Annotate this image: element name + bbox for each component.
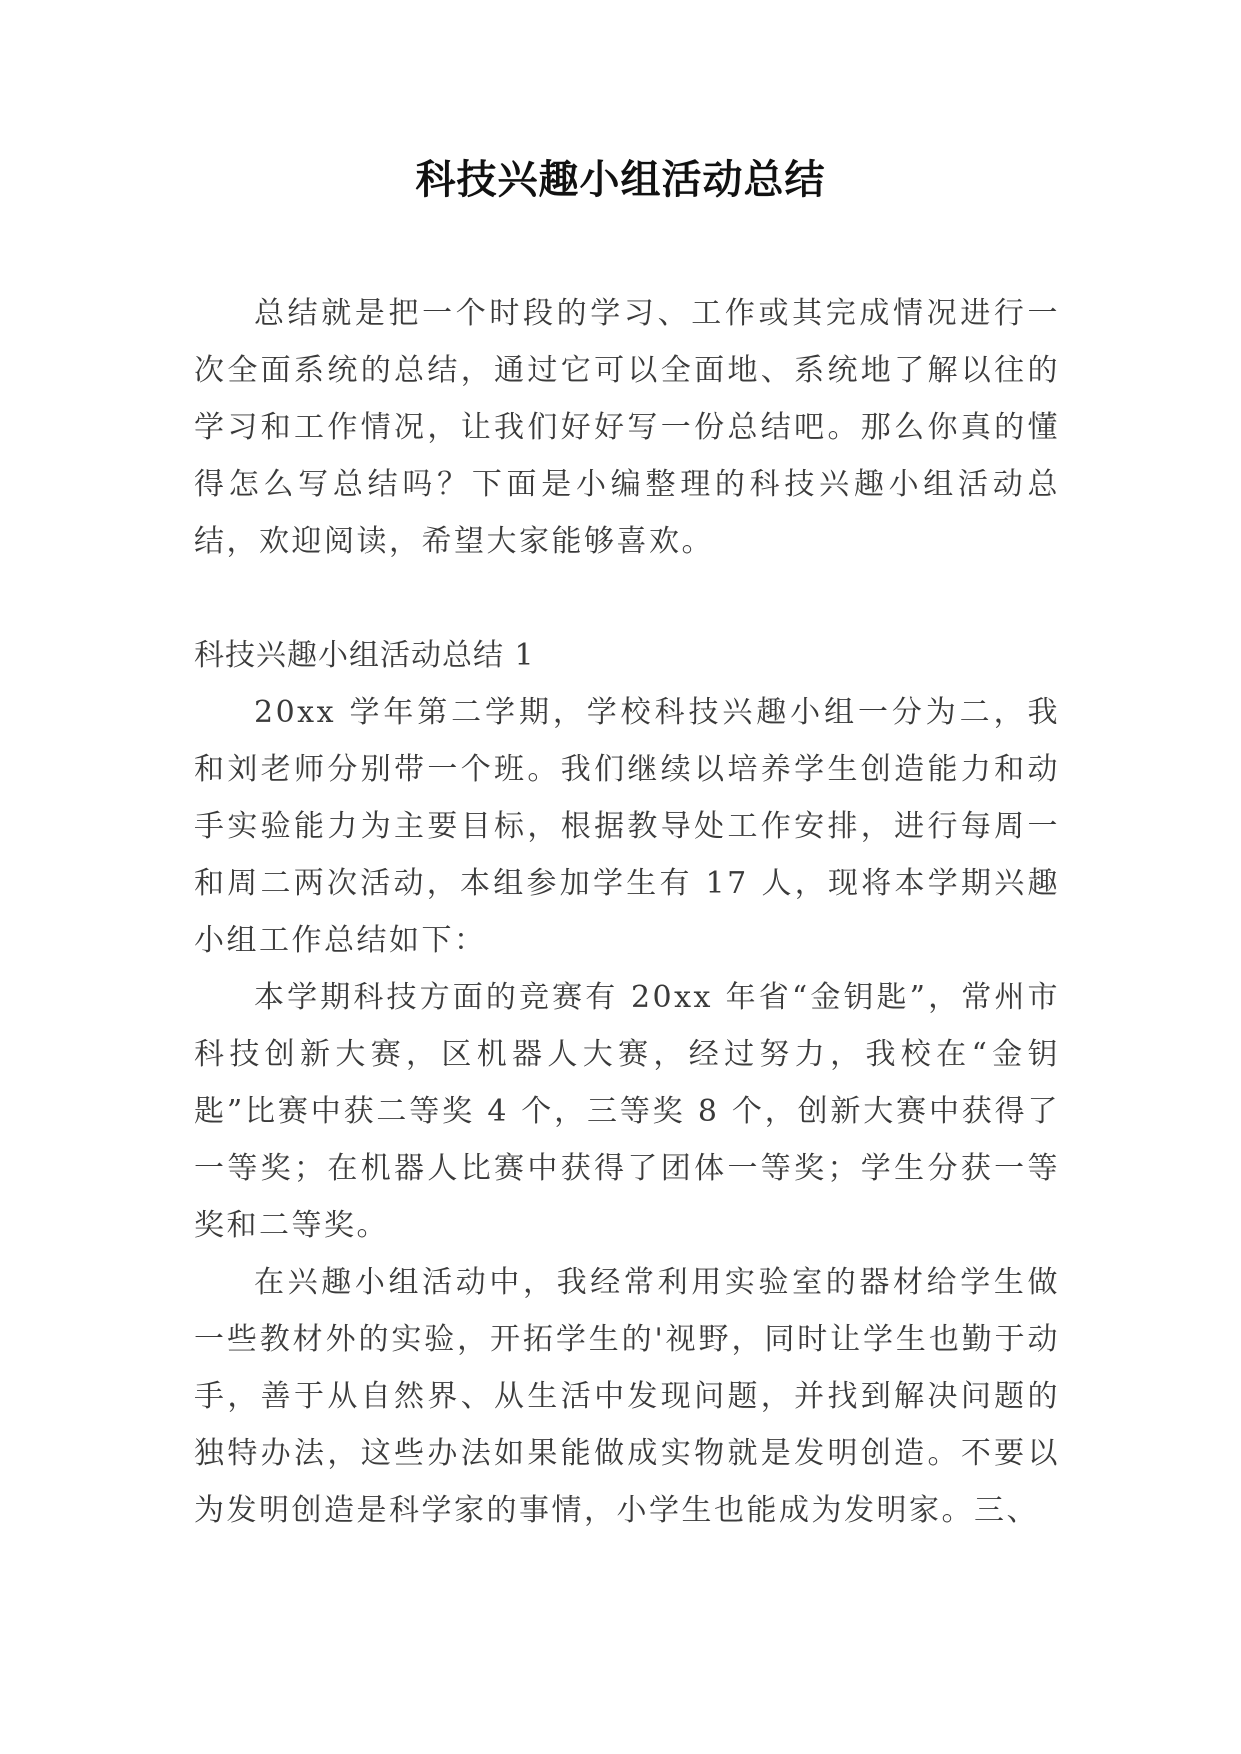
document-title: 科技兴趣小组活动总结	[415, 156, 826, 203]
body-paragraph-1: 20xx 学年第二学期，学校科技兴趣小组一分为二，我和刘老师分别带一个班。我们继续以培养学生创造能力和动手实验能力为主要目标，根据教导处工作安排，进行每周一和周二两次活动，本组参加学生有 17 人，现将本学期兴趣小组工作总结如下：	[194, 695, 1060, 958]
section-heading: 科技兴趣小组活动总结 1	[194, 638, 535, 673]
body-paragraph-2: 本学期科技方面的竞赛有 20xx 年省“金钥匙”，常州市科技创新大赛，区机器人大赛，经过努力，我校在“金钥匙”比赛中获二等奖 4 个，三等奖 8 个，创新大赛中获得了一等奖；在机器人比赛中获得了团体一等奖；学生分获一等奖和二等奖。	[194, 980, 1060, 1243]
document-body	[194, 285, 1060, 1539]
body-paragraph-3: 在兴趣小组活动中，我经常利用实验室的器材给学生做一些教材外的实验，开拓学生的'视野，同时让学生也勤于动手，善于从自然界、从生活中发现问题，并找到解决问题的独特办法，这些办法如果能做成实物就是发明创造。不要以为发明创造是科学家的事情，小学生也能成为发明家。三、	[194, 1265, 1060, 1528]
intro-paragraph: 总结就是把一个时段的学习、工作或其完成情况进行一次全面系统的总结，通过它可以全面地、系统地了解以往的学习和工作情况，让我们好好写一份总结吧。那么你真的懂得怎么写总结吗？下面是小编整理的科技兴趣小组活动总结，欢迎阅读，希望大家能够喜欢。	[194, 296, 1060, 559]
